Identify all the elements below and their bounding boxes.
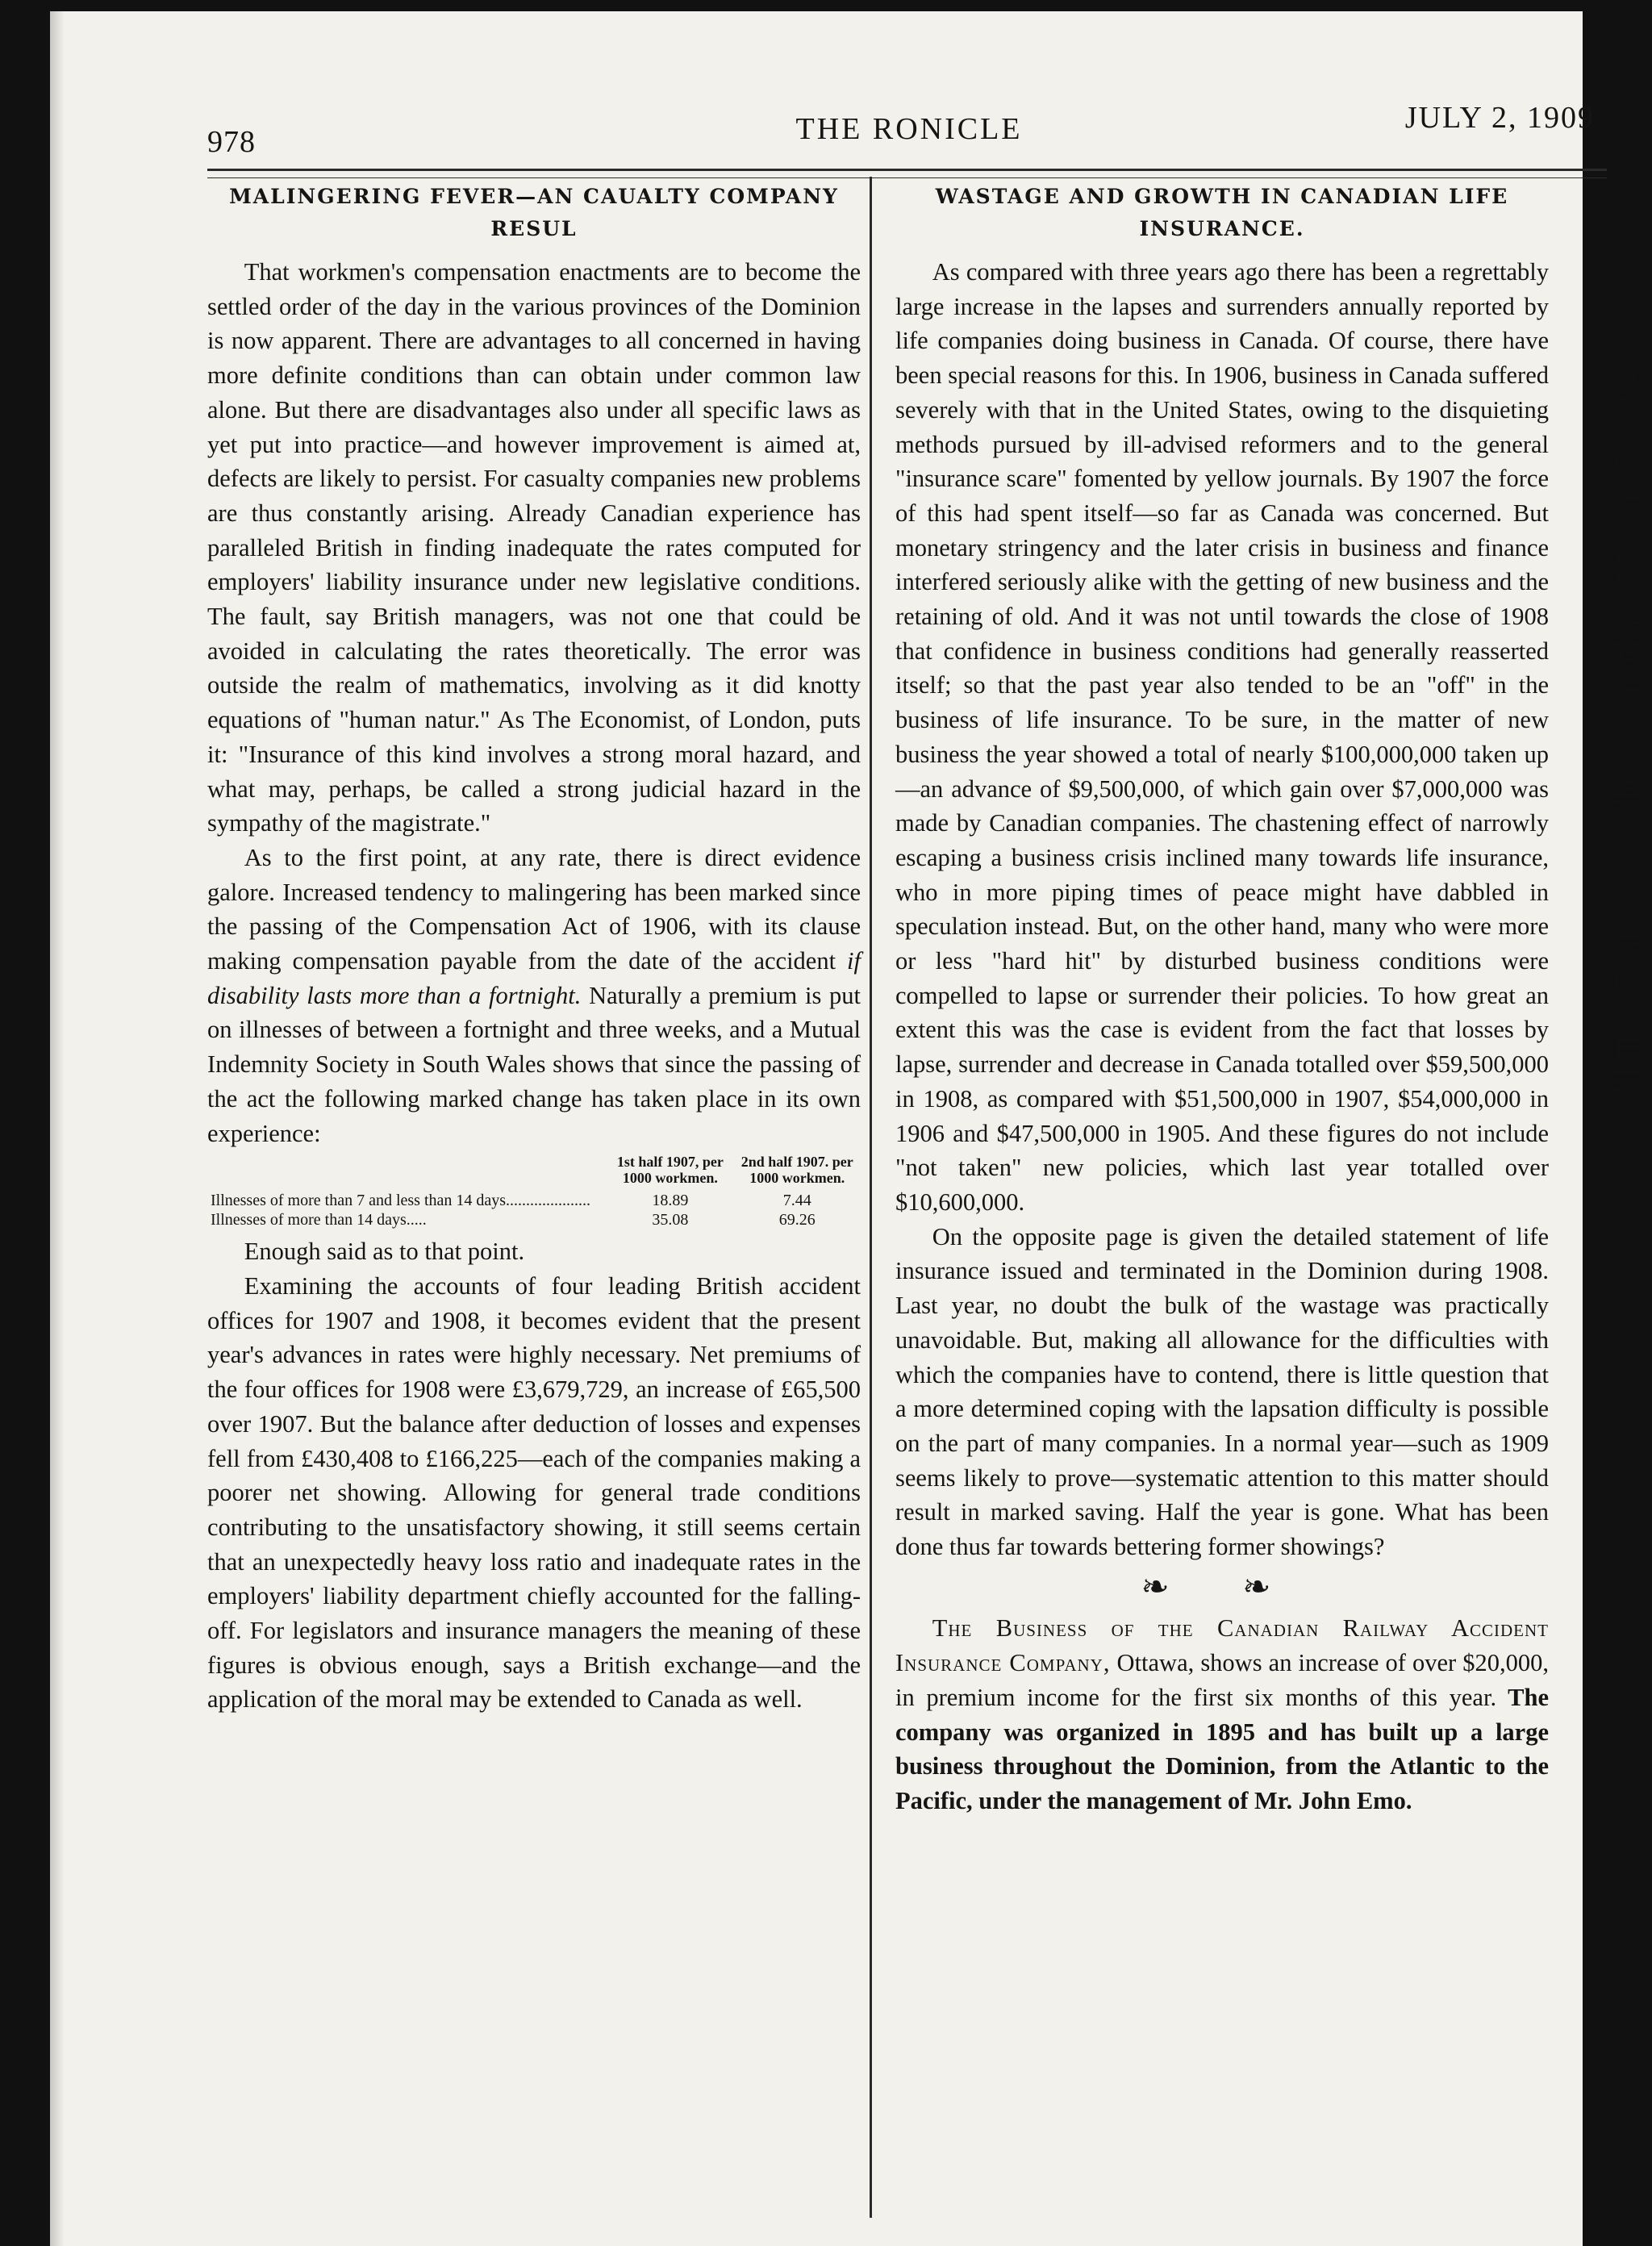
table-row [207, 1210, 861, 1229]
left-paragraph: That workmen's compensation enactments are to become the settled order of the day in the various provinces of the Dominion is now apparent. There are advantages to all concerned in having more definite conditions than can obtain under common law alone. But there are disadvantages also under all specific laws as yet put into practice—and however improvement is aimed at, defects are likely to persist. For casualty companies new problems are thus constantly arising. Already Canadian experience has paralleled British in finding inadequate the rates computed for employers' liability insurance under new legislative conditions. The fault, say British managers, was not one that could be avoided in calculating the rates theoretically. The error was outside the realm of mathematics, involving as it did knotty equations of "human natur." As The Economist, of London, puts it: "Insurance of this kind involves a strong moral hazard, and what may, perhaps, be called a strong judicial hazard in the sympathy of the magistrate." [207, 258, 861, 837]
ornament-icon: ❧ ❧ [1141, 1568, 1304, 1606]
right-column [895, 181, 1549, 1818]
illness-table [207, 1154, 861, 1229]
news-item-bold: The company was organized in 1895 and has built up a large business throughout the Dominion, from the Atlantic to the Pacific, under the management of Mr. John Emo. [895, 1683, 1549, 1814]
page-number: 978 [207, 125, 256, 159]
page-gutter-shadow [50, 11, 65, 2246]
left-paragraph-text: Naturally a premium is put on illnesses of between a fortnight and three weeks, and a Mutual Indemnity Society in South Wales shows that since the passing of the act the following marked change has taken place in its own experience: [207, 981, 861, 1147]
table-header: 2nd half 1907. per 1000 workmen. [740, 1154, 853, 1187]
table-cell: 18.89 [652, 1192, 689, 1210]
news-item-body: Ottawa, shows an increase of over $20,000, in premium income for the first six months of this year. [895, 1649, 1549, 1711]
right-paragraph: As compared with three years ago there has been a regrettably large increase in the lapses and surrenders annually reported by life companies doing business in Canada. Of course, there have been special reasons for this. In 1906, business in Canada suffered severely with that in the United States, owing to the disquieting methods pursued by ill-advised reformers and to the general "insurance scare" fomented by yellow journals. By 1907 the force of this had spent itself—so far as Canada was concerned. But monetary stringency and the later crisis in business and finance interfered seriously alike with the getting of new business and the retaining of old. And it was not until towards the close of 1908 that confidence in business conditions had generally reasserted itself; so that the past year also tended to be an "off" in the business of life insurance. To be sure, in the matter of new business the year showed a total of nearly $100,000,000 taken up—an advance of $9,500,000, of which gain over $7,000,000 was made by Canadian companies. The chastening effect of narrowly escaping a business crisis inclined many towards life insurance, who in more piping times of peace might have dabbled in speculation instead. But, on the other hand, many who were more or less "hard hit" by disturbed business conditions were compelled to lapse or surrender their policies. To how great an extent this was the case is evident from the fact that losses by lapse, surrender and decrease in Canada totalled over $59,500,000 in 1908, as compared with $51,500,000 in 1907, $54,000,000 in 1906 and $47,500,000 in 1905. And these figures do not include "not taken" new policies, which last year totalled over $10,600,000. [895, 258, 1549, 1216]
page-header [207, 92, 1611, 157]
column-divider [870, 177, 872, 2218]
table-row-label: Illnesses of more than 14 days..... [211, 1211, 427, 1229]
table-header-blank [207, 1154, 607, 1191]
newspaper-page [50, 11, 1652, 2246]
table-row-label: Illnesses of more than 7 and less than 14 days..................... [211, 1192, 591, 1210]
left-emphasis: if disability lasts more than a fortnight. [207, 947, 861, 1009]
table-row [207, 1191, 861, 1210]
table-header: 1st half 1907, per 1000 workmen. [616, 1154, 724, 1187]
table-cell: 7.44 [782, 1192, 811, 1210]
right-headline: WASTAGE AND GROWTH IN CANADIAN LIFE INSURANCE. [935, 185, 1509, 240]
right-paragraph: On the opposite page is given the detailed statement of life insurance issued and terminated in the Dominion during 1908. Last year, no doubt the bulk of the wastage was practically unavoidable. But, making all allowance for the difficulties with which the companies have to contend, there is little question that a more determined coping with the lapsation difficulty is possible on the part of many companies. In a normal year—such as 1909 seems likely to prove—systematic attention to this matter should result in marked saving. Half the year is gone. What has been done thus far towards bettering former showings? [895, 1222, 1549, 1561]
issue-date: JULY 2, 1909 [1404, 101, 1595, 135]
left-paragraph: Examining the accounts of four leading British accident offices for 1907 and 1908, it becomes evident that the present year's advances in rates were highly necessary. Net premiums of the four offices for 1908 were £3,679,729, an increase of £65,500 over 1907. But the balance after deduction of losses and expenses fell from £430,408 to £166,225—each of the companies making a poorer net showing. Allowing for general trade conditions contributing to the unsatisfactory showing, it still seems certain that an unexpectedly heavy loss ratio and inadequate rates in the employers' liability department chiefly accounted for the falling-off. For legislators and insurance managers the meaning of these figures is obvious enough, says a British exchange—and the application of the moral may be extended to Canada as well. [207, 1271, 861, 1714]
running-head: THE RONICLE [795, 112, 1023, 146]
table-header-row [207, 1154, 861, 1191]
table-cell: 35.08 [652, 1211, 689, 1229]
news-item-paragraph [895, 1611, 1549, 1818]
left-paragraph: Enough said as to that point. [244, 1238, 525, 1266]
side-margin-text [1607, 350, 1652, 2044]
news-item [895, 1611, 1549, 1818]
side-margin-label: d Ta Canada during the Year 1908. [1607, 350, 1652, 1103]
left-column [207, 181, 861, 1717]
left-headline: MALINGERING FEVER—AN CAUALTY COMPANY RESUL [229, 185, 839, 240]
left-paragraph-text: As to the first point, at any rate, there is direct evidence galore. Increased tendency to malingering has been marked since the passing of the Compensation Act of 1906, with its clause making compensation payable from the date of the accident [207, 843, 861, 975]
left-paragraph [207, 841, 861, 1150]
news-item-lead: The Business of the Canadian Railway Accident Insurance Company, [895, 1614, 1549, 1677]
table-cell: 69.26 [778, 1211, 816, 1229]
header-rule [207, 169, 1607, 178]
